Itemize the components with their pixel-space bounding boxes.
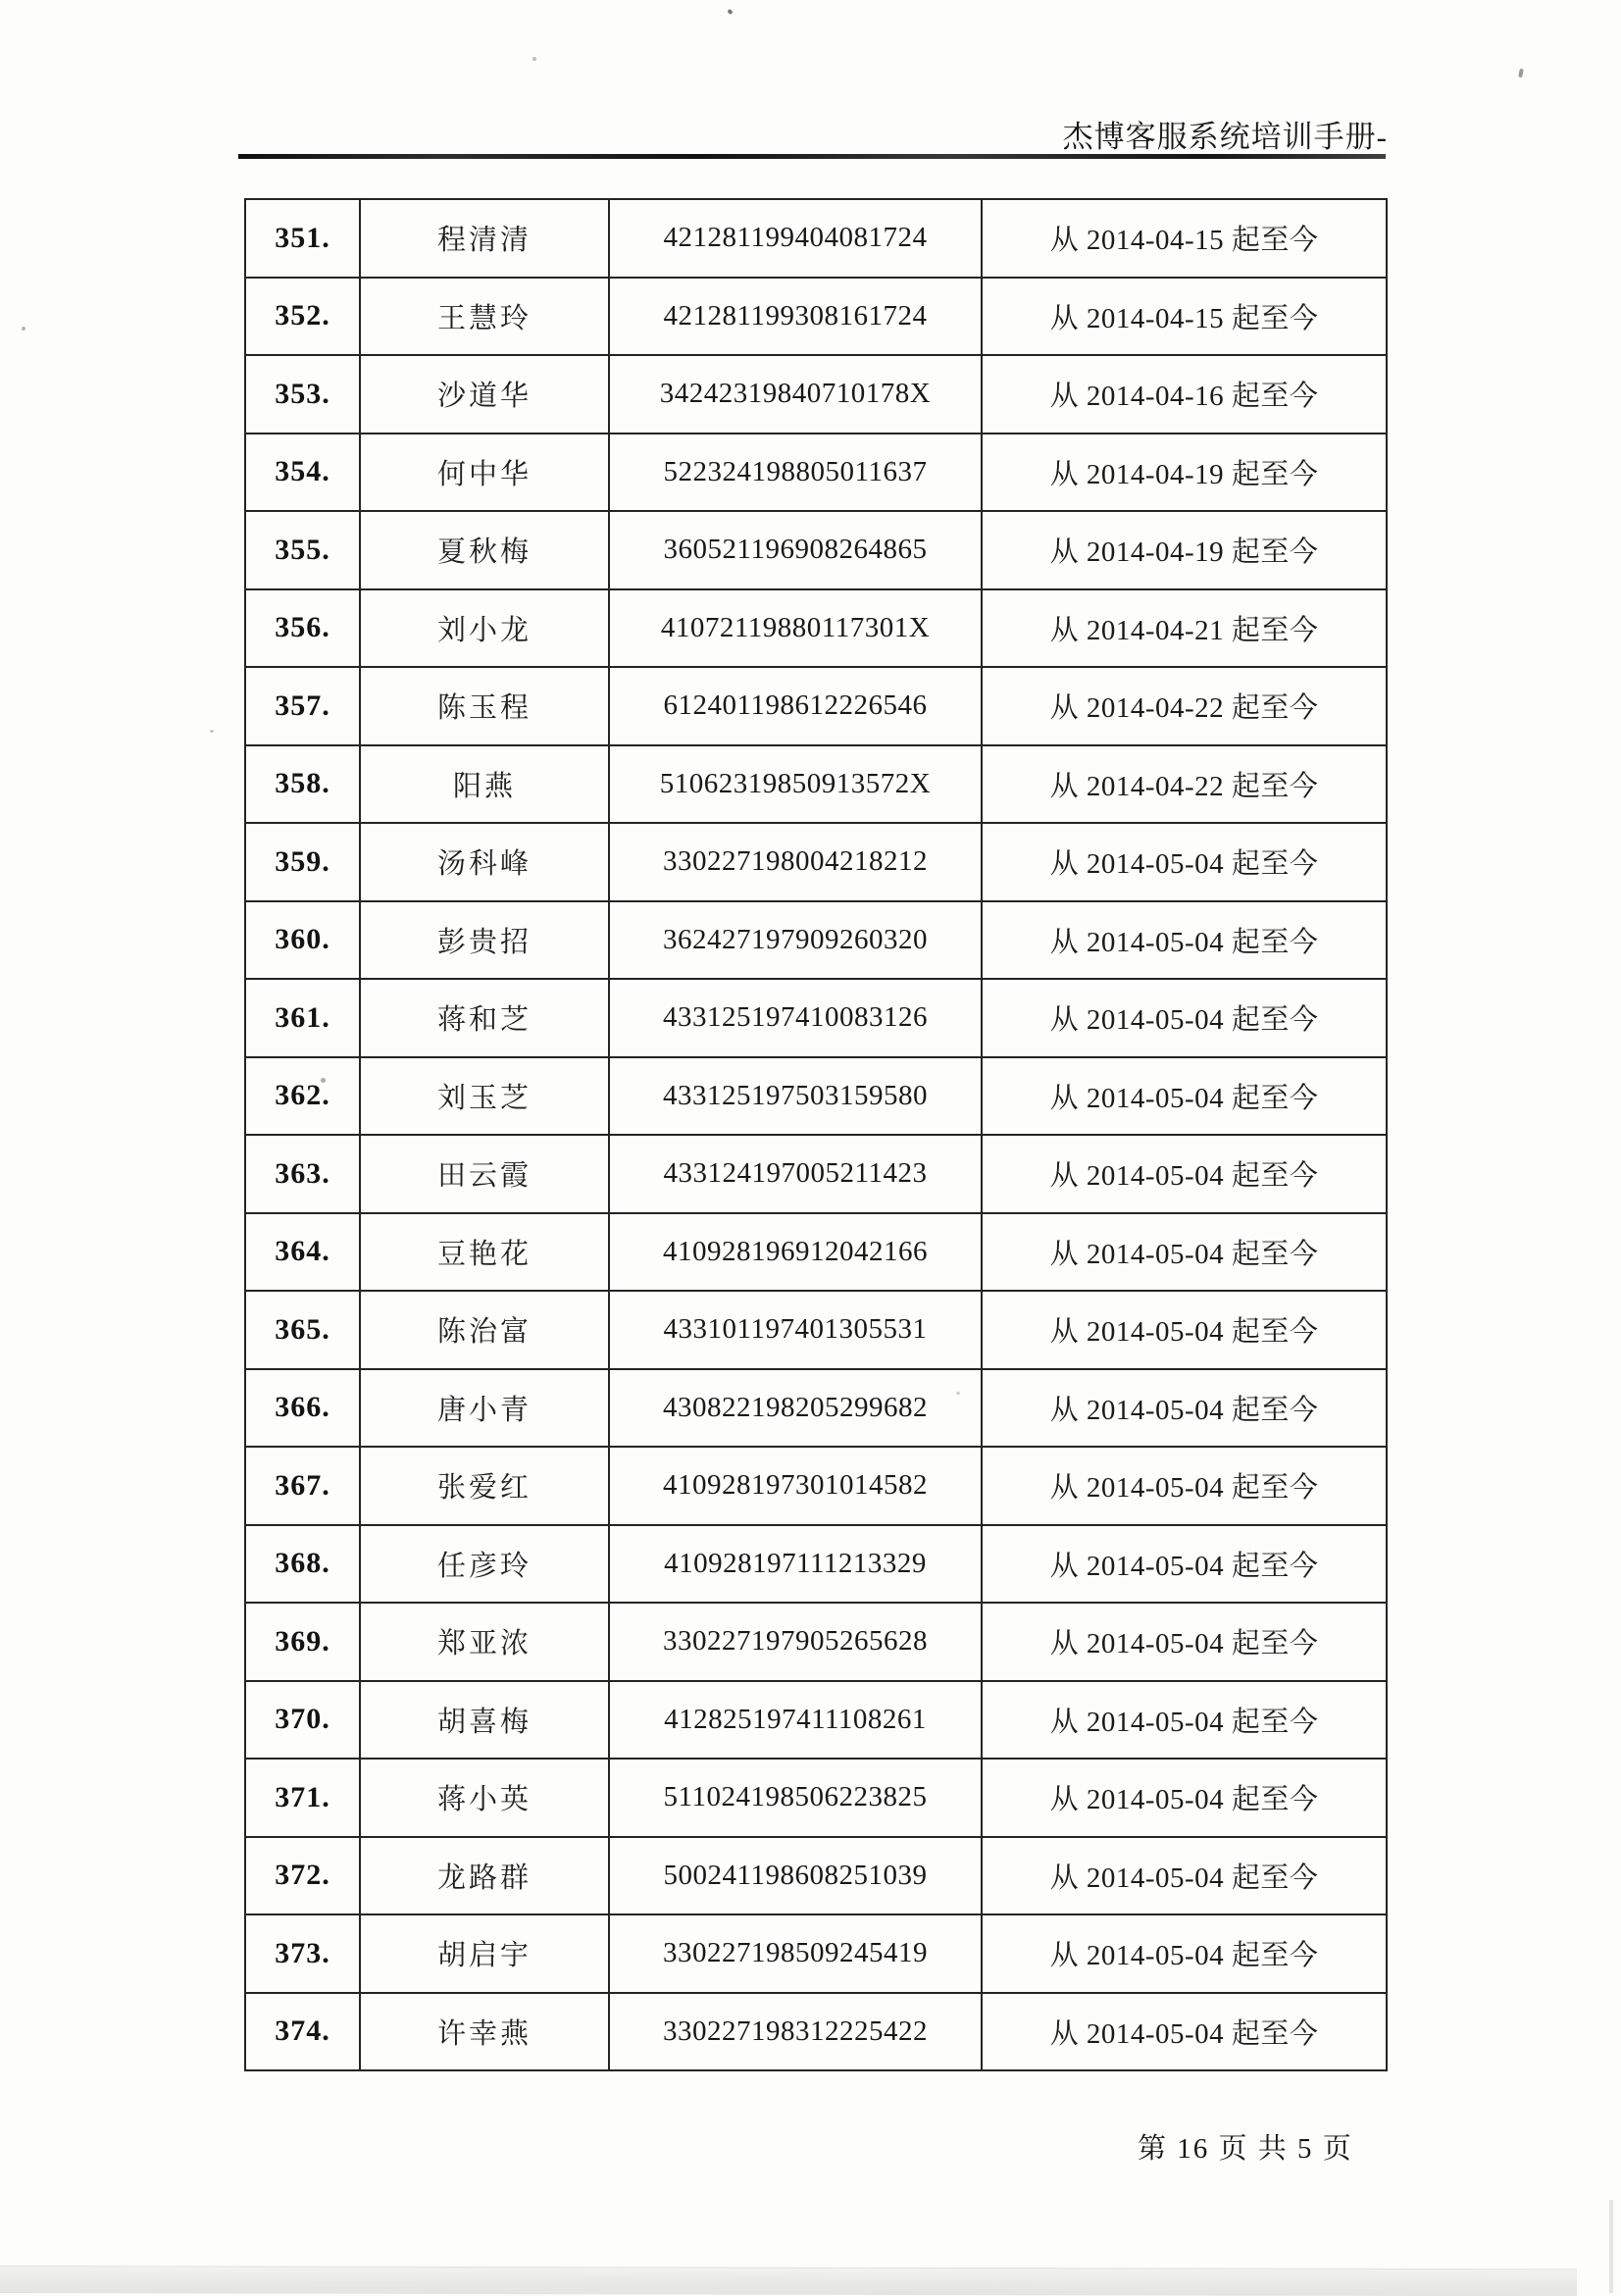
table-row xyxy=(245,1525,1387,1604)
row-number-cell: 351. xyxy=(245,199,360,278)
person-name-cell: 王慧玲 xyxy=(360,278,609,356)
employment-period-cell: 从 2014-04-15 起至今 xyxy=(982,199,1387,278)
person-name-cell: 许幸燕 xyxy=(360,1993,609,2071)
row-number-cell: 369. xyxy=(245,1603,360,1681)
row-number-cell: 361. xyxy=(245,979,360,1057)
person-name-cell: 郑亚浓 xyxy=(360,1603,609,1681)
employment-period-cell: 从 2014-05-04 起至今 xyxy=(982,1681,1387,1760)
table-row xyxy=(245,667,1387,745)
table-row xyxy=(245,979,1387,1057)
id-number-cell: 410928196912042166 xyxy=(609,1213,982,1292)
id-number-cell: 433125197503159580 xyxy=(609,1057,982,1136)
row-number-cell: 373. xyxy=(245,1914,360,1993)
page-number-footer: 第 16 页 共 5 页 xyxy=(1138,2133,1353,2165)
table-row xyxy=(245,1603,1387,1681)
header-divider-line xyxy=(238,154,1386,159)
person-name-cell: 张爱红 xyxy=(360,1447,609,1525)
roster-table-body xyxy=(245,199,1387,2070)
person-name-cell: 豆艳花 xyxy=(360,1213,609,1292)
row-number-cell: 374. xyxy=(245,1993,360,2071)
person-name-cell: 汤科峰 xyxy=(360,823,609,901)
id-number-cell: 330227197905265628 xyxy=(609,1603,982,1681)
person-name-cell: 龙路群 xyxy=(360,1837,609,1915)
scan-speck xyxy=(1518,69,1524,78)
person-name-cell: 阳燕 xyxy=(360,745,609,824)
table-row xyxy=(245,745,1387,824)
table-row xyxy=(245,1681,1387,1760)
employment-period-cell: 从 2014-04-16 起至今 xyxy=(982,355,1387,434)
table-row xyxy=(245,1993,1387,2071)
table-row xyxy=(245,434,1387,512)
person-name-cell: 沙道华 xyxy=(360,355,609,434)
person-name-cell: 陈治富 xyxy=(360,1291,609,1369)
person-name-cell: 何中华 xyxy=(360,434,609,512)
id-number-cell: 421281199308161724 xyxy=(609,278,982,356)
id-number-cell: 433125197410083126 xyxy=(609,979,982,1057)
employment-period-cell: 从 2014-04-22 起至今 xyxy=(982,745,1387,824)
row-number-cell: 360. xyxy=(245,901,360,980)
document-header-title: 杰博客服系统培训手册- xyxy=(1062,120,1388,154)
personnel-roster-table xyxy=(244,198,1388,2071)
row-number-cell: 354. xyxy=(245,434,360,512)
row-number-cell: 366. xyxy=(245,1369,360,1448)
row-number-cell: 370. xyxy=(245,1681,360,1760)
person-name-cell: 夏秋梅 xyxy=(360,511,609,589)
scan-shadow-band xyxy=(0,2266,1577,2296)
id-number-cell: 421281199404081724 xyxy=(609,199,982,278)
employment-period-cell: 从 2014-05-04 起至今 xyxy=(982,1213,1387,1292)
table-row xyxy=(245,1447,1387,1525)
person-name-cell: 刘玉芝 xyxy=(360,1057,609,1136)
table-row xyxy=(245,278,1387,356)
employment-period-cell: 从 2014-05-04 起至今 xyxy=(982,1447,1387,1525)
scan-speck xyxy=(22,327,25,331)
id-number-cell: 433101197401305531 xyxy=(609,1291,982,1369)
employment-period-cell: 从 2014-05-04 起至今 xyxy=(982,1369,1387,1448)
person-name-cell: 刘小龙 xyxy=(360,589,609,668)
person-name-cell: 胡喜梅 xyxy=(360,1681,609,1760)
employment-period-cell: 从 2014-04-22 起至今 xyxy=(982,667,1387,745)
employment-period-cell: 从 2014-05-04 起至今 xyxy=(982,1993,1387,2071)
id-number-cell: 410928197111213329 xyxy=(609,1525,982,1604)
row-number-cell: 364. xyxy=(245,1213,360,1292)
scan-speck xyxy=(727,9,733,15)
table-row xyxy=(245,199,1387,278)
employment-period-cell: 从 2014-05-04 起至今 xyxy=(982,1135,1387,1213)
row-number-cell: 353. xyxy=(245,355,360,434)
id-number-cell: 362427197909260320 xyxy=(609,901,982,980)
row-number-cell: 363. xyxy=(245,1135,360,1213)
person-name-cell: 蒋小英 xyxy=(360,1759,609,1837)
scan-speck xyxy=(889,461,893,465)
employment-period-cell: 从 2014-05-04 起至今 xyxy=(982,901,1387,980)
row-number-cell: 365. xyxy=(245,1291,360,1369)
employment-period-cell: 从 2014-04-19 起至今 xyxy=(982,434,1387,512)
id-number-cell: 330227198312225422 xyxy=(609,1993,982,2071)
table-row xyxy=(245,511,1387,589)
scan-speck xyxy=(210,730,214,733)
person-name-cell: 田云霞 xyxy=(360,1135,609,1213)
person-name-cell: 陈玉程 xyxy=(360,667,609,745)
employment-period-cell: 从 2014-05-04 起至今 xyxy=(982,979,1387,1057)
table-row xyxy=(245,1057,1387,1136)
row-number-cell: 367. xyxy=(245,1447,360,1525)
table-row xyxy=(245,355,1387,434)
id-number-cell: 330227198509245419 xyxy=(609,1914,982,1993)
table-row xyxy=(245,1759,1387,1837)
employment-period-cell: 从 2014-05-04 起至今 xyxy=(982,1525,1387,1604)
scan-speck xyxy=(532,57,536,61)
id-number-cell: 430822198205299682 xyxy=(609,1369,982,1448)
id-number-cell: 522324198805011637 xyxy=(609,434,982,512)
row-number-cell: 372. xyxy=(245,1837,360,1915)
row-number-cell: 371. xyxy=(245,1759,360,1837)
id-number-cell: 612401198612226546 xyxy=(609,667,982,745)
row-number-cell: 356. xyxy=(245,589,360,668)
employment-period-cell: 从 2014-05-04 起至今 xyxy=(982,1914,1387,1993)
employment-period-cell: 从 2014-05-04 起至今 xyxy=(982,1837,1387,1915)
id-number-cell: 433124197005211423 xyxy=(609,1135,982,1213)
row-number-cell: 358. xyxy=(245,745,360,824)
employment-period-cell: 从 2014-05-04 起至今 xyxy=(982,823,1387,901)
table-row xyxy=(245,1914,1387,1993)
employment-period-cell: 从 2014-04-19 起至今 xyxy=(982,511,1387,589)
person-name-cell: 胡启宇 xyxy=(360,1914,609,1993)
scan-speck xyxy=(321,1078,326,1083)
person-name-cell: 任彦玲 xyxy=(360,1525,609,1604)
id-number-cell: 34242319840710178X xyxy=(609,355,982,434)
scan-speck xyxy=(956,1392,960,1395)
table-row xyxy=(245,1135,1387,1213)
person-name-cell: 蒋和芝 xyxy=(360,979,609,1057)
person-name-cell: 彭贵招 xyxy=(360,901,609,980)
table-row xyxy=(245,1837,1387,1915)
id-number-cell: 410928197301014582 xyxy=(609,1447,982,1525)
row-number-cell: 355. xyxy=(245,511,360,589)
row-number-cell: 368. xyxy=(245,1525,360,1604)
person-name-cell: 唐小青 xyxy=(360,1369,609,1448)
id-number-cell: 41072119880117301X xyxy=(609,589,982,668)
id-number-cell: 360521196908264865 xyxy=(609,511,982,589)
id-number-cell: 51062319850913572X xyxy=(609,745,982,824)
table-row xyxy=(245,1291,1387,1369)
id-number-cell: 511024198506223825 xyxy=(609,1759,982,1837)
row-number-cell: 359. xyxy=(245,823,360,901)
person-name-cell: 程清清 xyxy=(360,199,609,278)
table-row xyxy=(245,823,1387,901)
table-row xyxy=(245,1369,1387,1448)
id-number-cell: 330227198004218212 xyxy=(609,823,982,901)
id-number-cell: 412825197411108261 xyxy=(609,1681,982,1760)
table-row xyxy=(245,901,1387,980)
id-number-cell: 500241198608251039 xyxy=(609,1837,982,1915)
employment-period-cell: 从 2014-04-21 起至今 xyxy=(982,589,1387,668)
employment-period-cell: 从 2014-05-04 起至今 xyxy=(982,1057,1387,1136)
row-number-cell: 352. xyxy=(245,278,360,356)
table-row xyxy=(245,1213,1387,1292)
row-number-cell: 362. xyxy=(245,1057,360,1136)
employment-period-cell: 从 2014-05-04 起至今 xyxy=(982,1759,1387,1837)
employment-period-cell: 从 2014-05-04 起至今 xyxy=(982,1603,1387,1681)
employment-period-cell: 从 2014-04-15 起至今 xyxy=(982,278,1387,356)
employment-period-cell: 从 2014-05-04 起至今 xyxy=(982,1291,1387,1369)
scan-edge-artifact xyxy=(1609,2200,1613,2293)
table-row xyxy=(245,589,1387,668)
row-number-cell: 357. xyxy=(245,667,360,745)
